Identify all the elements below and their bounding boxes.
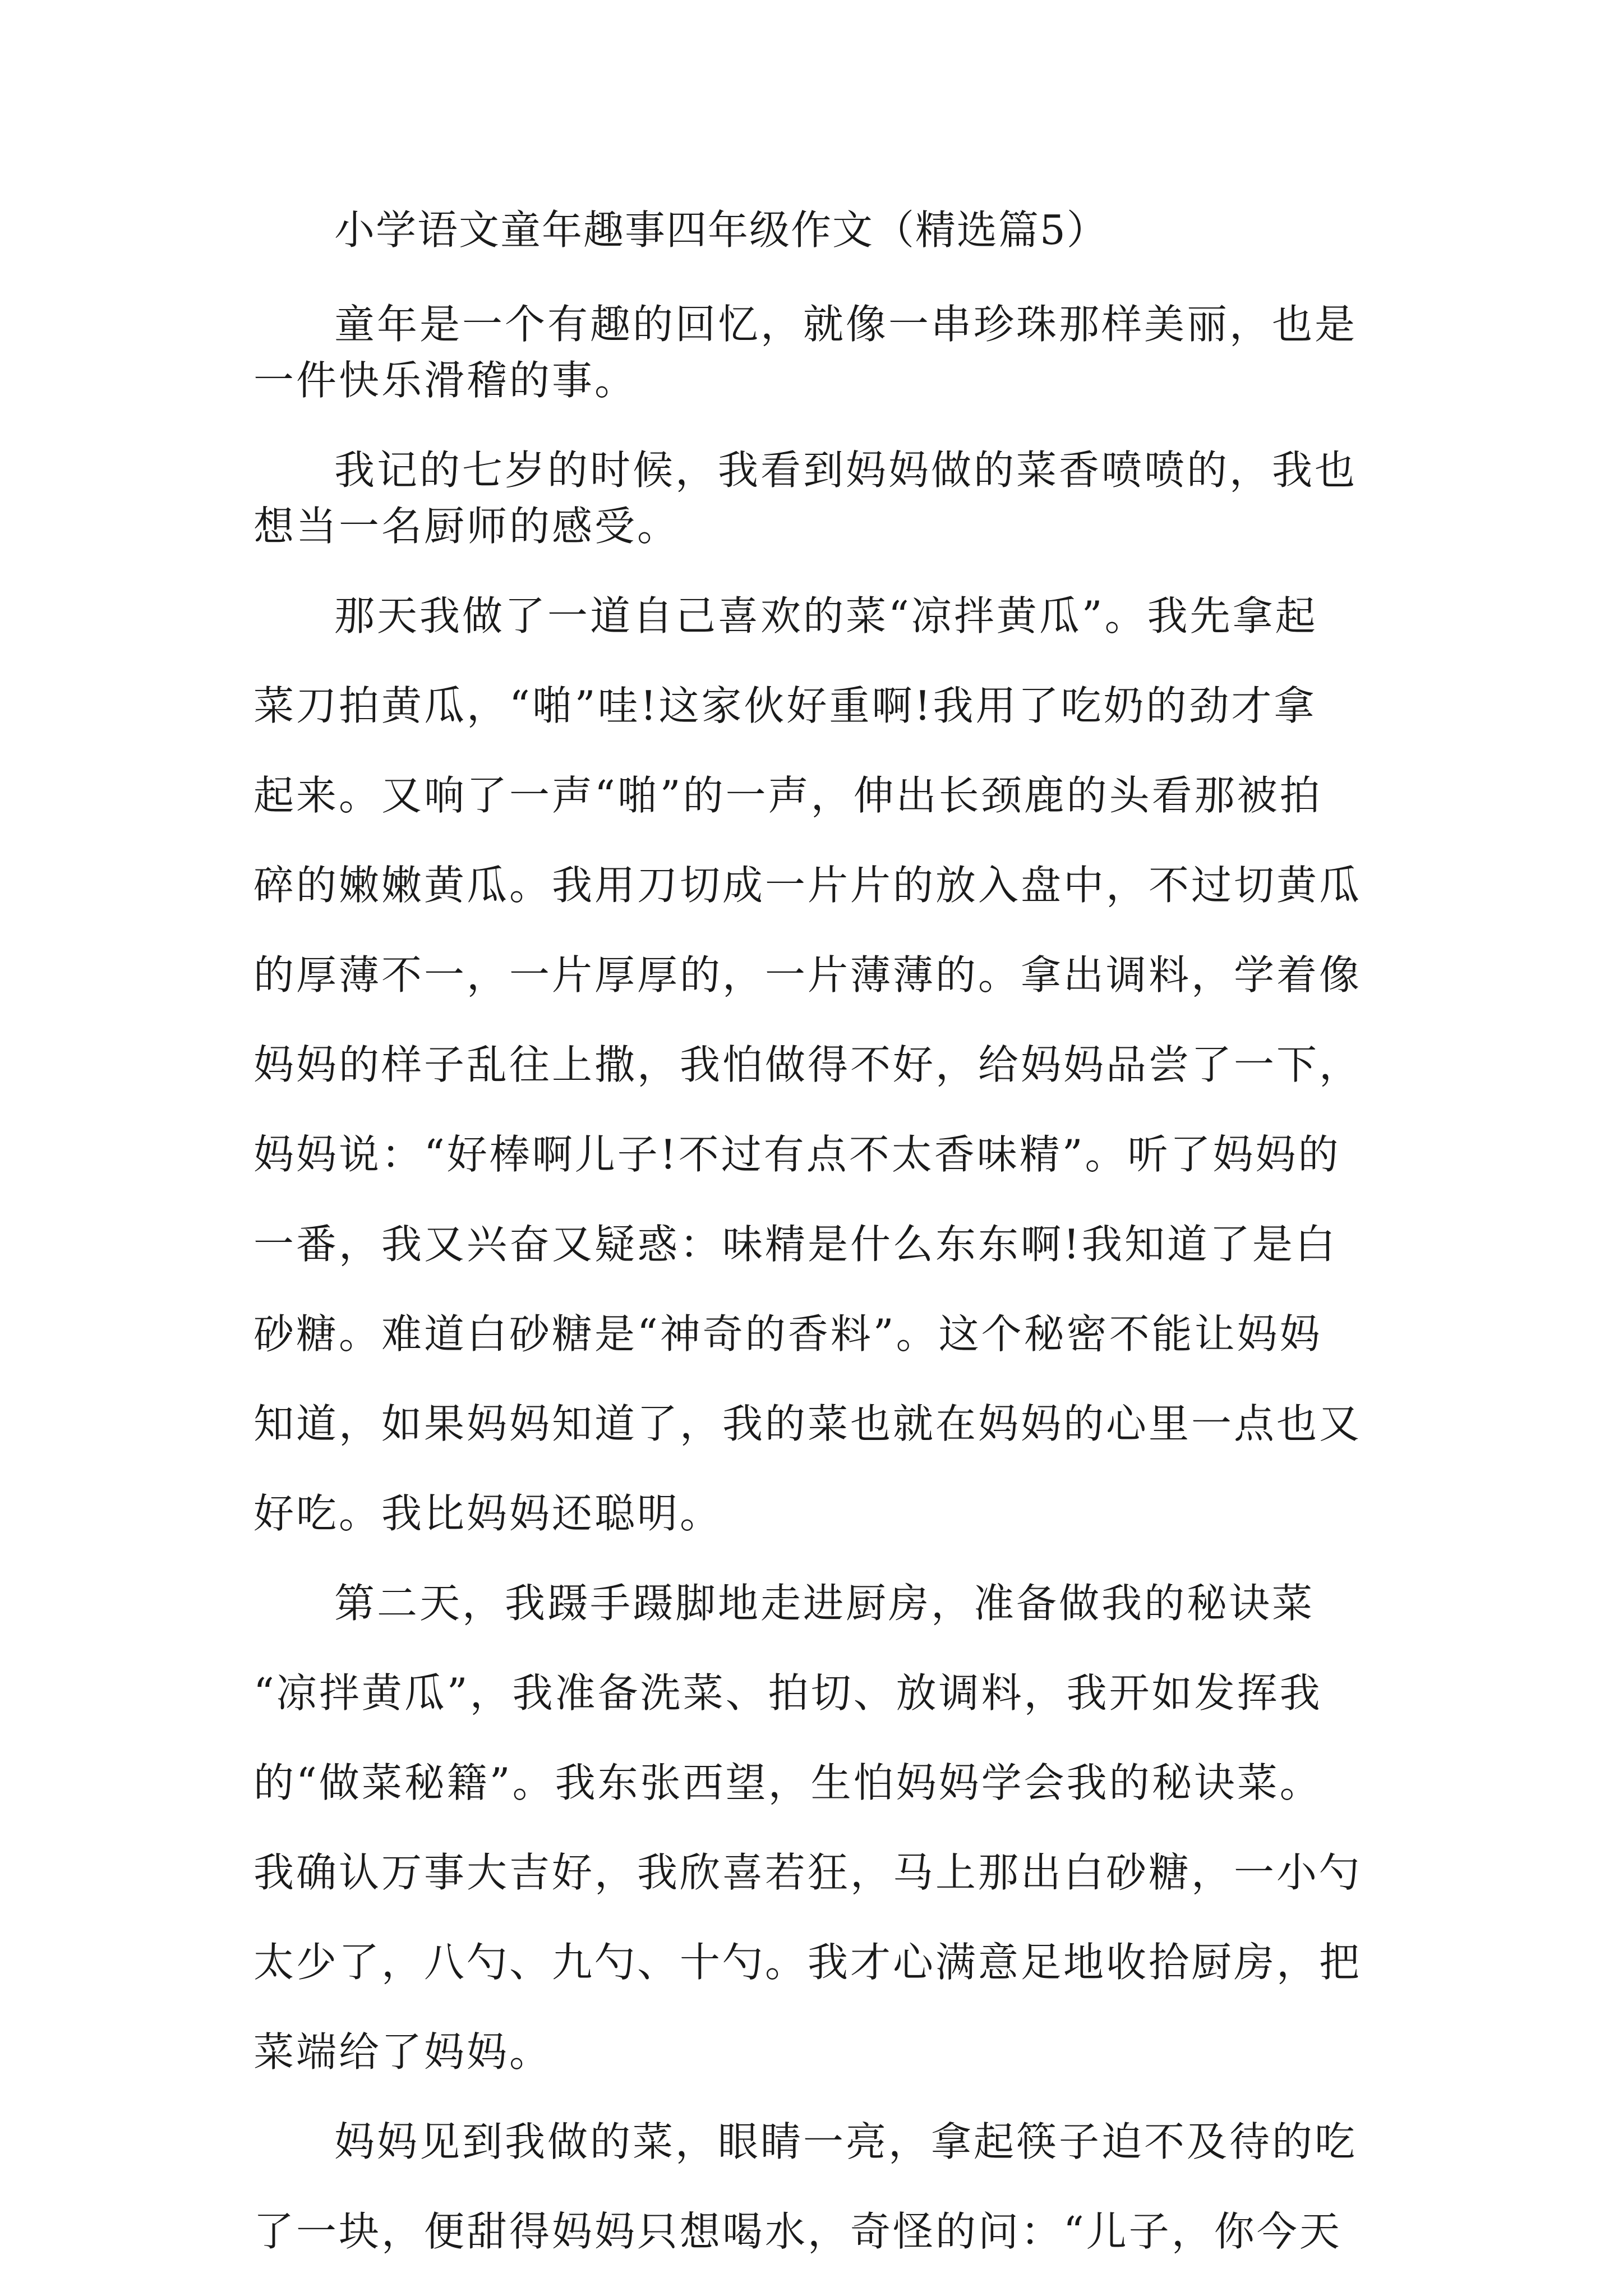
document-body <box>253 202 1386 2260</box>
text-line: 的厚薄不一，一片厚厚的，一片薄薄的。拿出调料，学着像 <box>253 951 1362 999</box>
paragraph <box>253 296 1386 408</box>
text-line: 妈妈的样子乱往上撒，我怕做得不好，给妈妈品尝了一下， <box>253 1041 1362 1088</box>
text-line: 一件快乐滑稽的事。 <box>253 357 638 404</box>
text-line: 我确认万事大吉好，我欣喜若狂，马上那出白砂糖，一小勺 <box>253 1849 1362 1896</box>
paragraph <box>253 2114 1386 2260</box>
text-line: 妈妈说：“好棒啊儿子!不过有点不太香味精”。听了妈妈的 <box>253 1131 1341 1178</box>
text-line: 菜刀拍黄瓜，“啪”哇!这家伙好重啊!我用了吃奶的劲才拿 <box>253 682 1317 729</box>
text-line: 好吃。我比妈妈还聪明。 <box>253 1490 723 1537</box>
text-line: 想当一名厨师的感受。 <box>253 503 680 550</box>
text-line: 妈妈见到我做的菜，眼睛一亮，拿起筷子迫不及待的吃 <box>334 2118 1358 2165</box>
paragraph <box>253 588 1386 1542</box>
text-line: 一番，我又兴奋又疑惑：味精是什么东东啊!我知道了是白 <box>253 1221 1338 1268</box>
text-line: 太少了，八勺、九勺、十勺。我才心满意足地收拾厨房，把 <box>253 1939 1362 1986</box>
text-line: 砂糖。难道白砂糖是“神奇的香料”。这个秘密不能让妈妈 <box>253 1310 1322 1358</box>
text-line: 知道，如果妈妈知道了，我的菜也就在妈妈的心里一点也又 <box>253 1400 1362 1447</box>
text-line: “凉拌黄瓜”，我准备洗菜、拍切、放调料，我开如发挥我 <box>253 1669 1322 1717</box>
text-line: 童年是一个有趣的回忆，就像一串珍珠那样美丽，也是 <box>334 301 1358 348</box>
text-line: 第二天，我蹑手蹑脚地走进厨房，准备做我的秘诀菜 <box>334 1580 1315 1627</box>
paragraph <box>253 442 1386 554</box>
text-line: 了一块，便甜得妈妈只想喝水，奇怪的问：“儿子，你今天 <box>253 2208 1342 2255</box>
text-line: 我记的七岁的时候，我看到妈妈做的菜香喷喷的，我也 <box>334 447 1358 494</box>
text-line: 那天我做了一道自己喜欢的菜“凉拌黄瓜”。我先拿起 <box>334 592 1318 639</box>
text-line: 碎的嫩嫩黄瓜。我用刀切成一片片的放入盘中，不过切黄瓜 <box>253 862 1362 909</box>
text-line: 起来。又响了一声“啪”的一声，伸出长颈鹿的头看那被拍 <box>253 772 1322 819</box>
paragraph <box>253 1575 1386 2080</box>
text-line: 的“做菜秘籍”。我东张西望，生怕妈妈学会我的秘诀菜。 <box>253 1759 1322 1806</box>
text-line: 菜端给了妈妈。 <box>253 2028 552 2076</box>
document-title: 小学语文童年趣事四年级作文（精选篇5） <box>334 206 1108 254</box>
